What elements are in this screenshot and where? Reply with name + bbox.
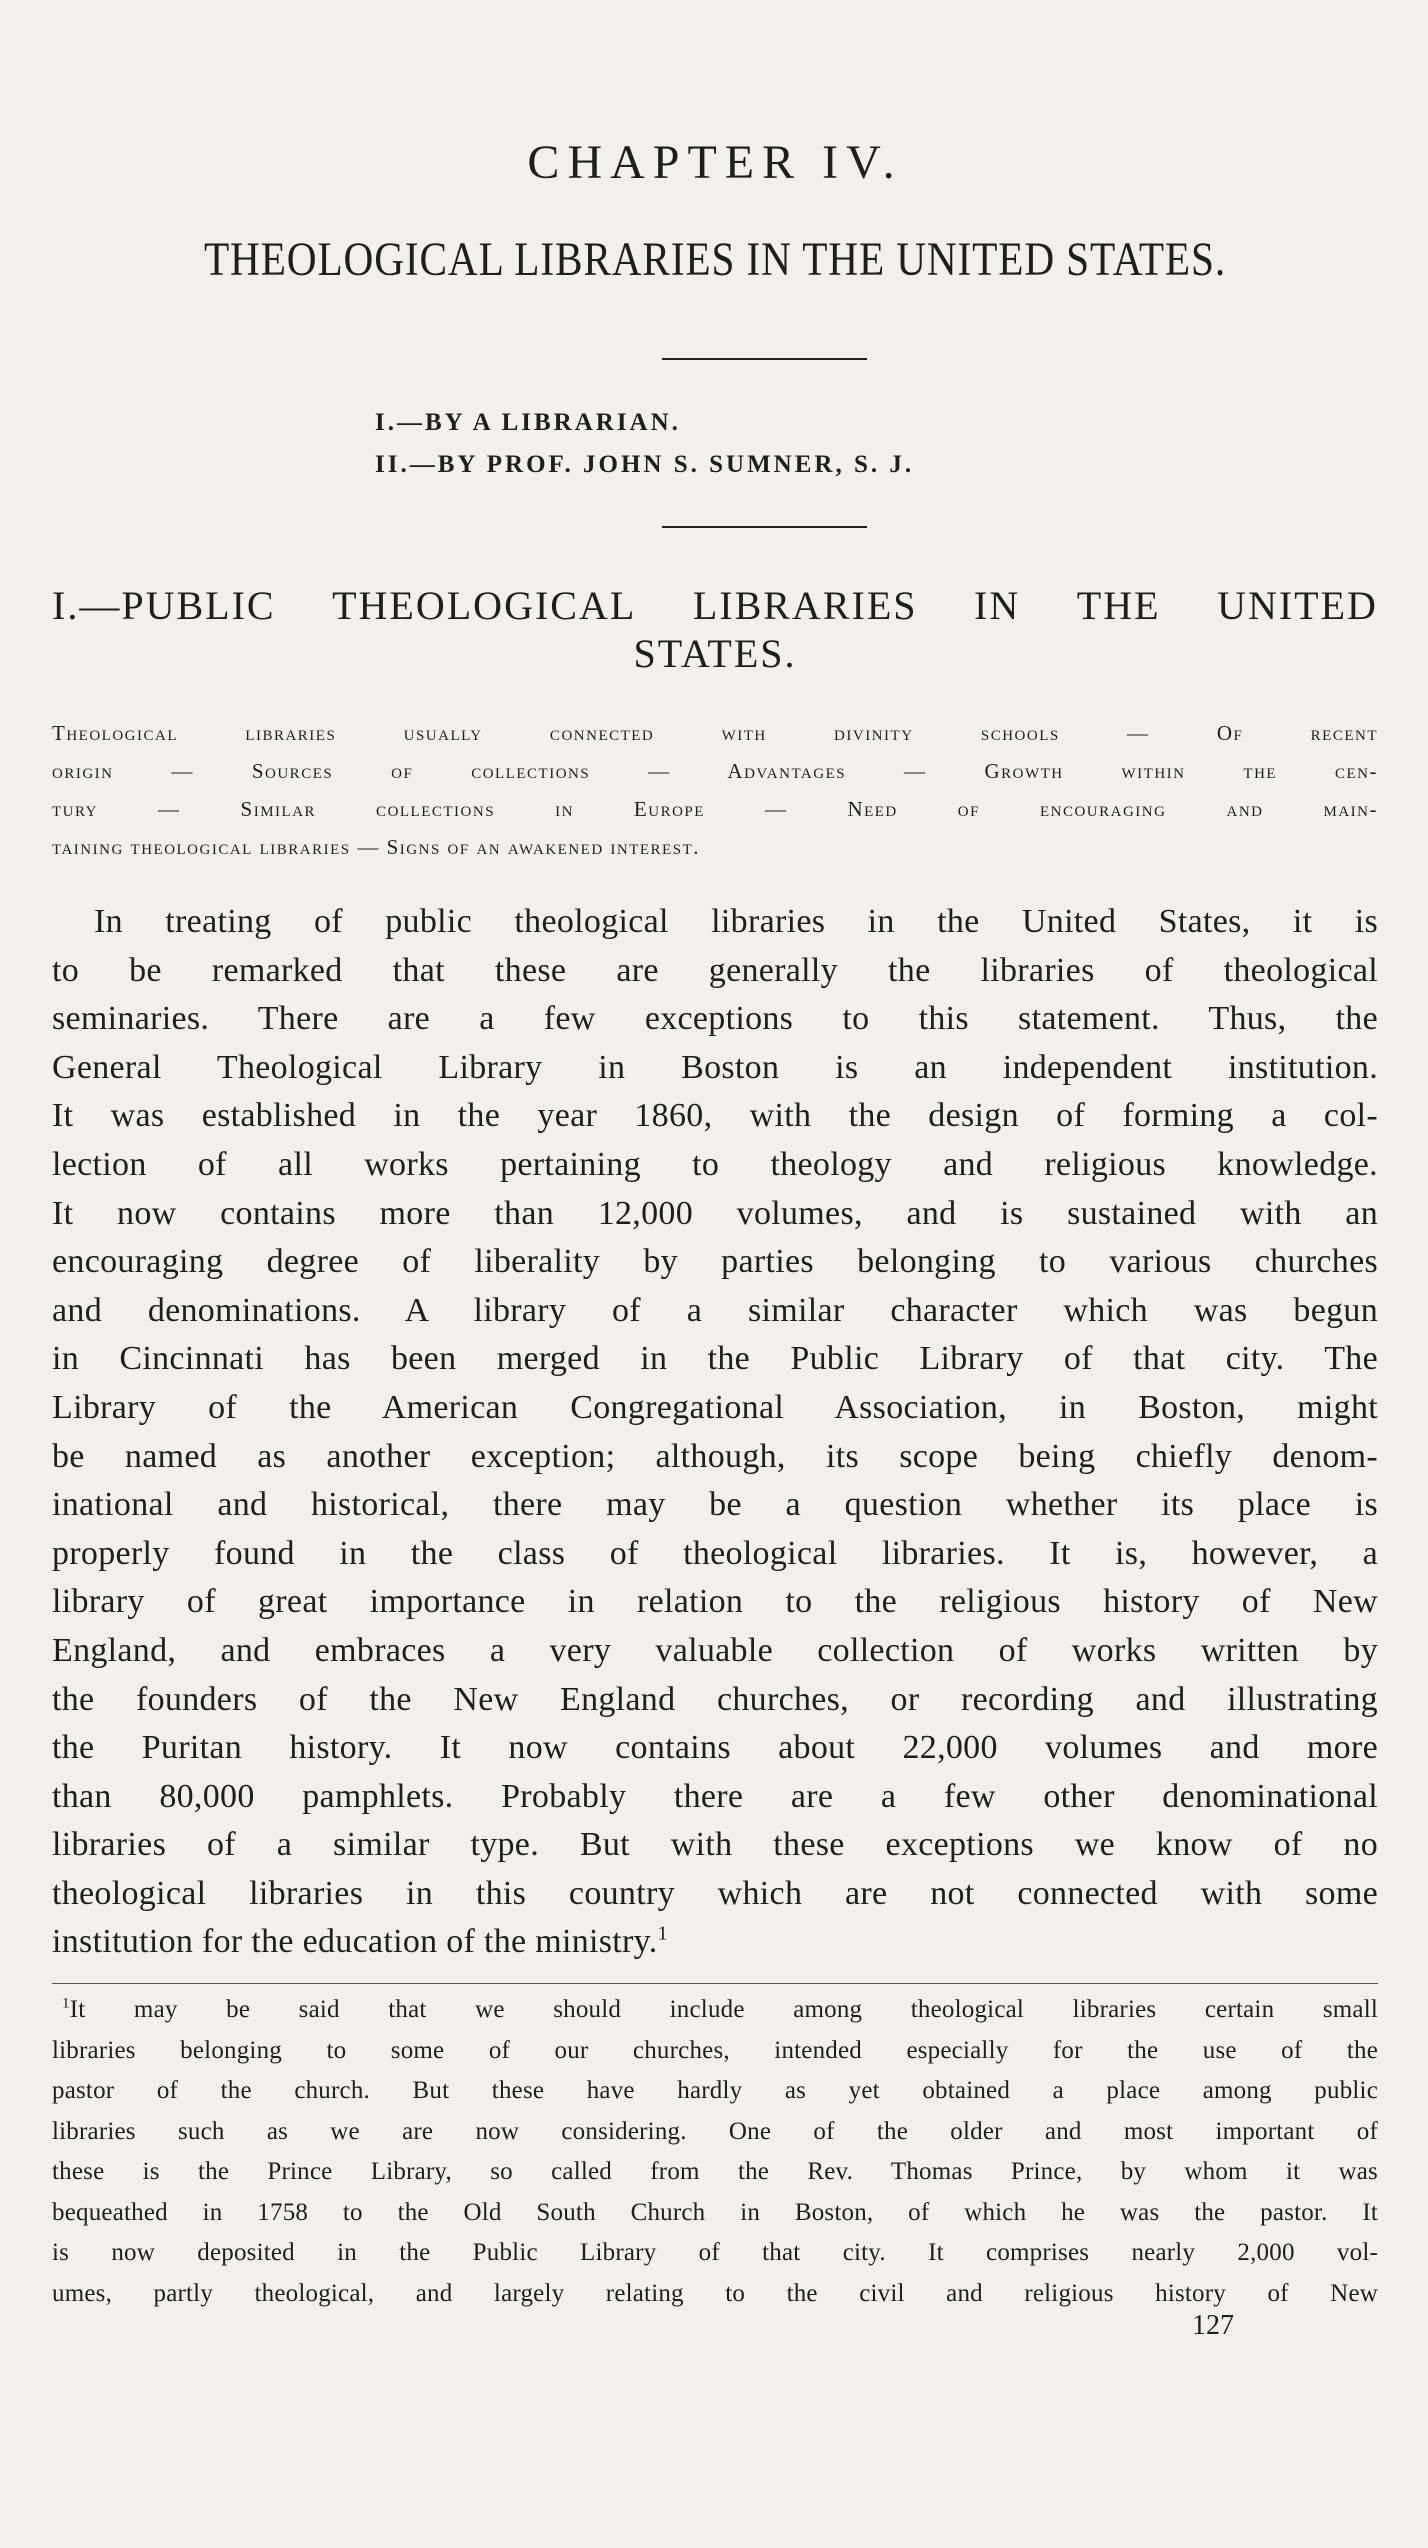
body-line: lection of all works pertaining to theology and religious knowledge. [52,1145,1378,1183]
book-page [52,0,1378,2548]
body-line: England, and embraces a very valuable collection of works written by [52,1631,1378,1669]
footnote-line-first [52,1990,1378,2031]
body-line: the Puritan history. It now contains about 22,000 volumes and more [52,1729,1378,1767]
divider-rule [662,526,867,528]
footnote-line-text: It may be said that we should include among theological libraries certain small [69,1996,1378,2023]
author-line: II.—BY PROF. JOHN S. SUMNER, S. J. [375,451,915,478]
body-line: It now contains more than 12,000 volumes, and is sustained with an [52,1194,1378,1232]
body-line: Library of the American Congregational Association, in Boston, might [52,1388,1378,1426]
chapter-title: THEOLOGICAL LIBRARIES IN THE UNITED STATES. [203,233,1227,286]
footnote-reference[interactable]: 1 [657,1923,669,1946]
body-line: inational and historical, there may be a question whether its place is [52,1486,1378,1524]
chapter-number: CHAPTER IV. [527,136,903,189]
synopsis-line: taining theological libraries — Signs of an awakened interest. [52,835,700,859]
body-line: seminaries. There are a few exceptions to this statement. Thus, the [52,1000,1378,1038]
body-line: library of great importance in relation to the religious history of New [52,1583,1378,1621]
footnote-line: pastor of the church. But these have hardly as yet obtained a place among public [52,2077,1378,2104]
author-line: I.—BY A LIBRARIAN. [375,409,681,436]
body-line-last [52,1918,1378,1967]
body-line: encouraging degree of liberality by parties belonging to various churches [52,1243,1378,1281]
body-line: properly found in the class of theological libraries. It is, however, a [52,1534,1378,1572]
section-title-word: UNITED [1217,583,1378,628]
body-line: libraries of a similar type. But with these exceptions we know of no [52,1826,1378,1864]
synopsis-line: tury — Similar collections in Europe — Need of encouraging and main- [52,797,1378,821]
section-title-line: STATES. [633,631,797,676]
divider-rule [662,358,867,360]
body-line: In treating of public theological libraries in the United States, it is [94,903,1378,940]
section-title-word: I.—PUBLIC [52,583,276,628]
author-list [375,402,914,486]
section-title-line [52,582,1378,630]
body-line: and denominations. A library of a similar character which was begun [52,1291,1378,1329]
section-title-word: LIBRARIES [692,583,918,628]
section-title-word: THEOLOGICAL [332,583,637,628]
footnote-line: libraries such as we are now considering. One of the older and most important of [52,2117,1378,2145]
synopsis-line: origin — Sources of collections — Advantages — Growth within the cen- [52,759,1378,783]
footnote-line: these is the Prince Library, so called from the Rev. Thomas Prince, by whom it was [52,2158,1378,2185]
footnote-line: libraries belonging to some of our churches, intended especially for the use of the [52,2036,1378,2064]
footnote-line: is now deposited in the Public Library of that city. It comprises nearly 2,000 vol- [52,2239,1378,2266]
footnote-line: umes, partly theological, and largely relating to the civil and religious history of New [52,2279,1378,2307]
body-line: be named as another exception; although, its scope being chiefly denom- [52,1437,1378,1475]
page-number: 127 [1192,2310,1234,2341]
chapter-synopsis [52,714,1378,866]
section-title [52,582,1378,678]
body-paragraph [52,898,1378,1967]
footnote-divider [52,1983,1378,1984]
section-title-word: THE [1076,583,1161,628]
body-line: the founders of the New England churches, or recording and illustrating [52,1680,1378,1718]
body-line: theological libraries in this country which are not connected with some [52,1874,1378,1912]
body-line: It was established in the year 1860, with the design of forming a col- [52,1097,1378,1135]
body-line-text: institution for the education of the ministry. [52,1923,658,1961]
footnote-mark: 1 [62,1995,70,2012]
footnote [52,1990,1378,2314]
body-line: than 80,000 pamphlets. Probably there are a few other denominational [52,1777,1378,1815]
footnote-line: bequeathed in 1758 to the Old South Church in Boston, of which he was the pastor. It [52,2198,1378,2226]
body-line: General Theological Library in Boston is an independent institution. [52,1048,1378,1086]
body-line: to be remarked that these are generally the libraries of theological [52,951,1378,989]
synopsis-line: Theological libraries usually connected with divinity schools — Of recent [52,721,1378,745]
section-title-word: IN [974,583,1021,628]
body-line: in Cincinnati has been merged in the Public Library of that city. The [52,1340,1378,1378]
